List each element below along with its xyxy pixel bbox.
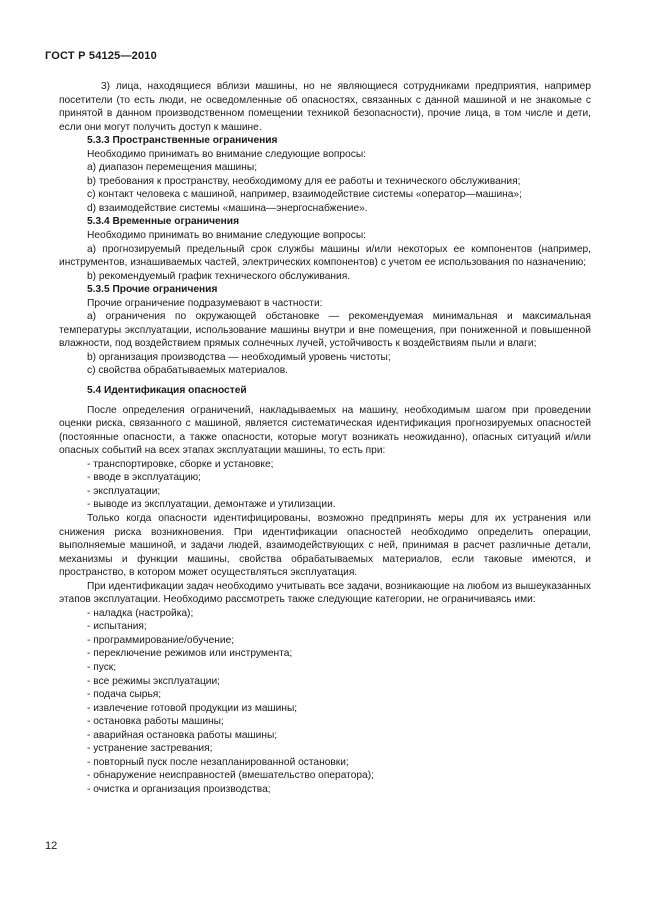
list-item: - выводе из эксплуатации, демонтаже и утилизации. xyxy=(87,499,336,511)
list-item: - наладка (настройка); xyxy=(87,607,194,619)
paragraph: b) организация производства — необходимый уровень чистоты; xyxy=(87,351,391,363)
list-item: - аварийная остановка работы машины; xyxy=(87,729,278,741)
list-item: - испытания; xyxy=(87,621,147,633)
subsection-heading: 5.3.5 Прочие ограничения xyxy=(87,284,218,296)
paragraph: Необходимо принимать во внимание следующие вопросы: xyxy=(87,148,366,160)
list-item: - очистка и организация производства; xyxy=(87,783,271,795)
list-item: - все режимы эксплуатации; xyxy=(87,675,220,687)
page-number: 12 xyxy=(45,840,58,852)
paragraph: с) свойства обрабатываемых материалов. xyxy=(87,365,289,377)
subsection-heading: 5.3.3 Пространственные ограничения xyxy=(87,135,278,147)
paragraph: При идентификации задач необходимо учитывать все задачи, возникающие на любом из вышеуказанных этапов эксплуатации. Необходимо рассмотреть также следующие категории, не ограничиваясь ими: xyxy=(59,580,591,606)
paragraph: b) требования к пространству, необходимому для ее работы и технического обслуживания; xyxy=(87,175,521,187)
list-item: - переключение режимов или инструмента; xyxy=(87,648,293,660)
paragraph: c) контакт человека с машиной, например, взаимодействие системы «оператор—машина»; xyxy=(87,189,522,201)
paragraph: а) прогнозируемый предельный срок службы машины и/или некоторых ее компонентов (например, инструментов, изнашиваемых частей, электрических компонентов) с учетом ее использования по назначению; xyxy=(59,243,591,269)
list-item: - остановка работы машины; xyxy=(87,716,224,728)
paragraph: d) взаимодействие системы «машина—энергоснабжение». xyxy=(87,202,368,214)
document-header: ГОСТ Р 54125—2010 xyxy=(45,50,157,62)
paragraph: Прочие ограничение подразумевают в частности: xyxy=(87,297,323,309)
paragraph: Только когда опасности идентифицированы, возможно предпринять меры для их устранения или снижения риска возникновения. При идентификации опасностей необходимо определить операции, выполняемые машиной, и задачи людей, взаимодействующих с ней, принимая в расчет различные детали, механизмы и функции машины, свойства обрабатываемых материалов, если таковые имеются, и пространство, в котором может осуществляться эксплуатация. xyxy=(59,512,591,579)
list-item: - обнаружение неисправностей (вмешательство оператора); xyxy=(87,770,374,782)
paragraph: После определения ограничений, накладываемых на машину, необходимым шагом при проведении оценки риска, связанного с машиной, является систематическая идентификация прогнозируемых опасностей (постоянные опасности, а также опасности, которые могут возникать неожиданно), опасных ситуаций и/или опасных событий на всех этапах эксплуатации машины, то есть при: xyxy=(59,404,591,457)
list-item: - устранение застревания; xyxy=(87,743,213,755)
list-item: - вводе в эксплуатацию; xyxy=(87,472,202,484)
list-item: - пуск; xyxy=(87,661,117,673)
list-item: - эксплуатации; xyxy=(87,485,161,497)
list-item: - транспортировке, сборке и установке; xyxy=(87,458,274,470)
section-heading: 5.4 Идентификация опасностей xyxy=(87,385,247,397)
list-item: - повторный пуск после незапланированной остановки; xyxy=(87,756,349,768)
list-item: - подача сырья; xyxy=(87,689,162,701)
paragraph: а) ограничения по окружающей обстановке — рекомендуемая минимальная и максимальная температуры эксплуатации, использование машины внутри и вне помещения, при пониженной и повышенной влажности, под воздействием прямых солнечных лучей, устойчивость к воздействиям пыли и влаги; xyxy=(59,311,591,350)
list-item: - извлечение готовой продукции из машины; xyxy=(87,702,298,714)
subsection-heading: 5.3.4 Временные ограничения xyxy=(87,216,240,228)
paragraph: Необходимо принимать во внимание следующие вопросы: xyxy=(87,230,366,242)
list-item: - программирование/обучение; xyxy=(87,634,235,646)
paragraph: а) диапазон перемещения машины; xyxy=(87,162,258,174)
paragraph: 3) лица, находящиеся вблизи машины, но не являющиеся сотрудниками предприятия, например посетители (то есть люди, не осведомленные об опасностях, связанных с данной машиной и не знакомые с принятой в данном производственном помещении техникой безопасности), прочие лица, в том числе и дети, если они могут получить доступ к машине. xyxy=(59,81,591,133)
document-body xyxy=(59,80,591,796)
paragraph: b) рекомендуемый график технического обслуживания. xyxy=(87,270,351,282)
